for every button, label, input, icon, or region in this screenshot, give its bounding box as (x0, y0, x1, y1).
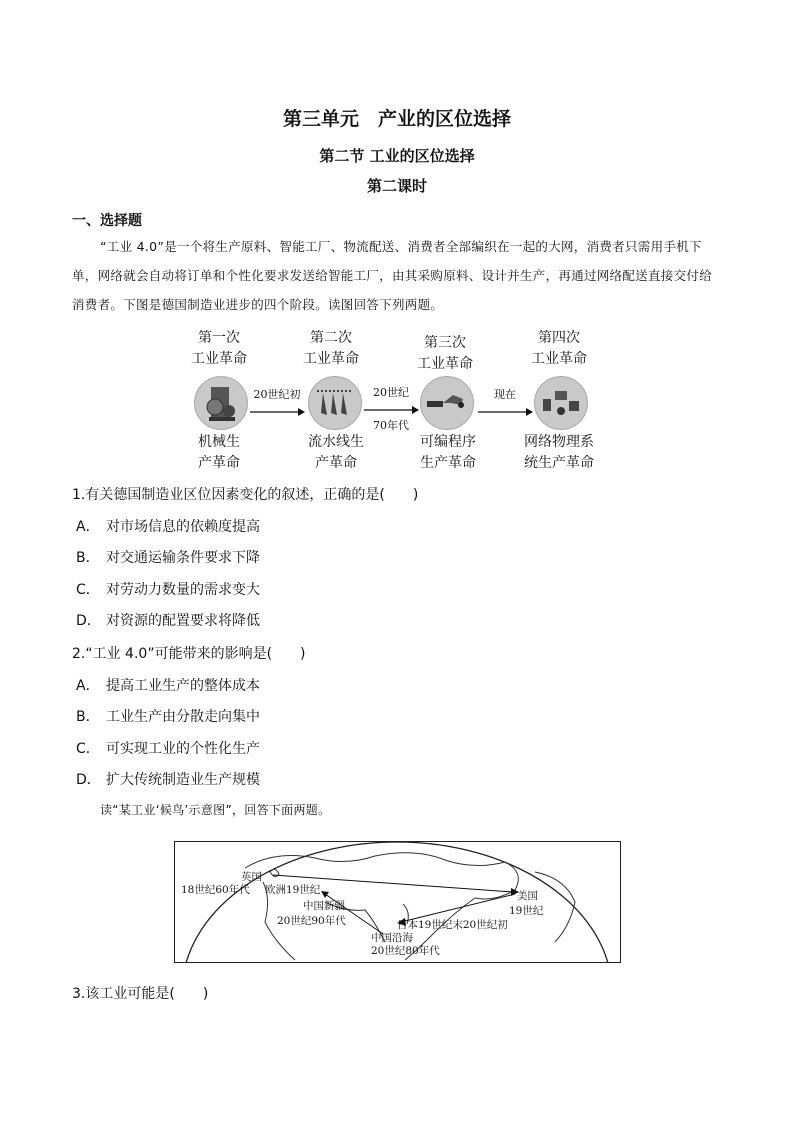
section-heading: 一、选择题 (72, 213, 142, 229)
question-2-option-d[interactable]: D． 扩大传统制造业生产规模 (76, 772, 260, 788)
intro-paragraph: “工业 4.0”是一个将生产原料、智能工厂、物流配送、消费者全部编织在一起的大网，消费者只需用手机下单，网络就会自动将订单和个性化要求发送给智能工厂，由其采购原料、设计并生产，再通过网络配送直接交付给消费者。下图是德国制造业进步的四个阶段。读图回答下列两题。 (72, 239, 713, 312)
map-label-xinjiang: 中国新疆 (303, 900, 345, 912)
stage-3-title: 第三次 工业革命 (417, 335, 473, 372)
arrow-1: 20世纪初 (248, 388, 306, 421)
map-intro: 读“某工业‘候鸟’示意图”，回答下面两题。 (100, 803, 331, 817)
stage-4-caption: 网络物理系 统生产革命 (524, 434, 594, 471)
arrow-3: 现在 (476, 388, 534, 421)
assembly-line-icon (308, 376, 362, 430)
industry-migration-map (174, 841, 621, 963)
network-devices-icon (534, 376, 588, 430)
question-2-stem: 2.“工业 4.0”可能带来的影响是( ) (72, 646, 306, 662)
arrow-2: 20世纪 70年代 (362, 386, 420, 433)
question-1-stem: 1.有关德国制造业区位因素变化的叙述，正确的是( ) (72, 487, 419, 503)
stage-2-title: 第二次 工业革命 (303, 330, 359, 367)
unit-title: 第三单元 产业的区位选择 (282, 108, 511, 130)
stage-1-caption: 机械生 产革命 (198, 434, 240, 471)
stage-3-caption: 可编程序 生产革命 (420, 434, 476, 471)
stage-1-title: 第一次 工业革命 (191, 330, 247, 367)
section-title: 第二节 工业的区位选择 (319, 147, 475, 165)
question-1-option-c[interactable]: C． 对劳动力数量的需求变大 (76, 582, 260, 598)
question-2-option-b[interactable]: B． 工业生产由分散走向集中 (76, 709, 260, 725)
robot-arm-icon (420, 376, 474, 430)
question-2-option-c[interactable]: C． 可实现工业的个性化生产 (76, 741, 260, 757)
map-label-china-coast-time: 20世纪80年代 (371, 945, 440, 957)
map-label-japan: 日本19世纪末20世纪初 (397, 919, 508, 931)
map-label-china-coast: 中国沿海 (371, 932, 413, 944)
map-label-usa: 美国 (517, 890, 538, 902)
map-label-europe: 欧洲19世纪 (265, 884, 321, 896)
question-1-option-d[interactable]: D． 对资源的配置要求将降低 (76, 613, 260, 629)
map-label-uk: 英国 (241, 871, 262, 883)
steam-machine-icon (194, 376, 248, 430)
revolution-figure (186, 328, 616, 473)
question-3-stem: 3.该工业可能是( ) (72, 986, 209, 1002)
lesson-title: 第二课时 (366, 177, 427, 195)
map-label-xinjiang-time: 20世纪90年代 (277, 915, 346, 927)
stage-2-caption: 流水线生 产革命 (308, 434, 364, 471)
map-label-uk-time: 18世纪60年代 (181, 884, 250, 896)
stage-4-title: 第四次 工业革命 (531, 330, 587, 367)
question-1-option-b[interactable]: B． 对交通运输条件要求下降 (76, 550, 260, 566)
question-1-option-a[interactable]: A． 对市场信息的依赖度提高 (76, 519, 260, 535)
question-2-option-a[interactable]: A． 提高工业生产的整体成本 (76, 678, 260, 694)
map-label-usa-time: 19世纪 (509, 905, 544, 917)
